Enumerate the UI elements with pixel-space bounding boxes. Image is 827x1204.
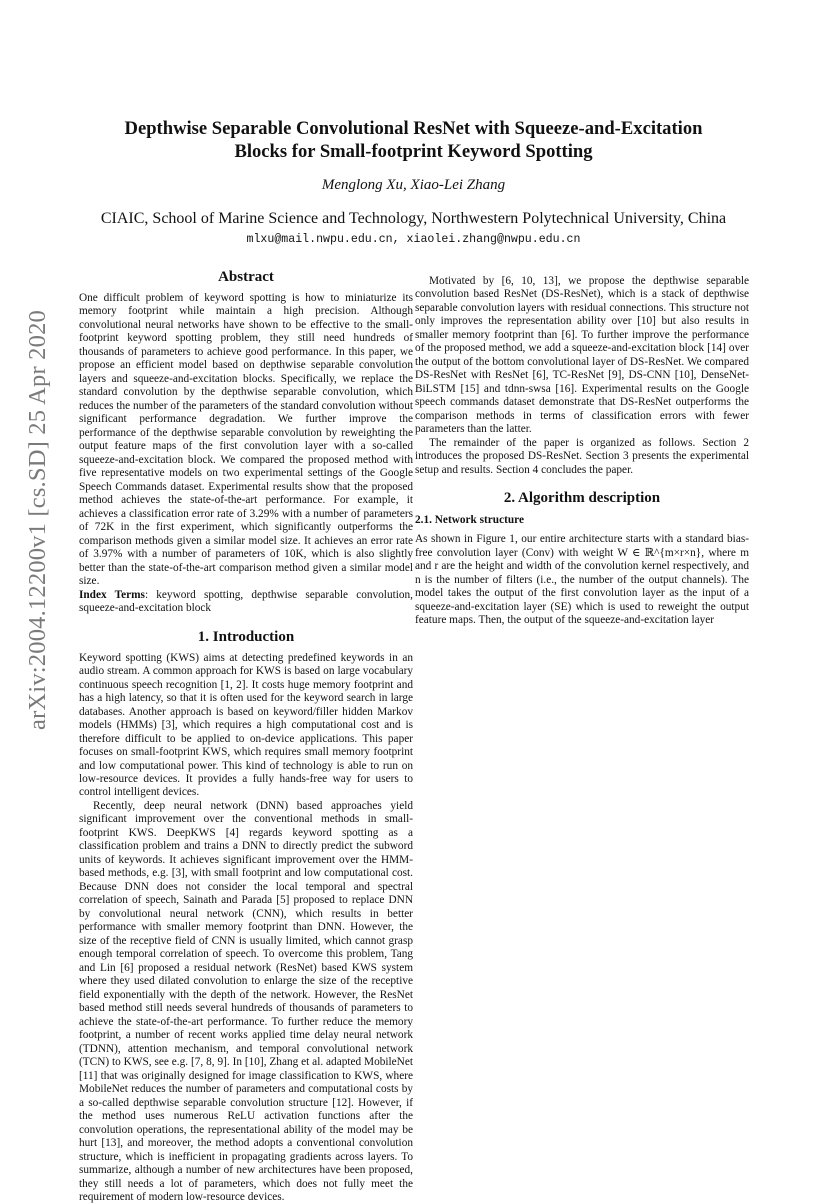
right-column — [415, 275, 749, 628]
arxiv-sidebar — [18, 310, 58, 730]
intro-paragraph-1: Keyword spotting (KWS) aims at detecting predefined keywords in an audio stream. A common approach for KWS is based on large vocabulary continuous speech recognition [1, 2]. It costs huge memory footprint and has a high latency, so that it is often used for the keyword search in large databases. Another approach is based on keyword/filler hidden Markov models (HMMs) [3], which requires a high computational cost and is therefore difficult to be applied to on-device applications. This paper focuses on small-footprint KWS, which requires small memory footprint and low computational power. This kind of technology is able to run on low-resource devices. It provides a fully hands-free way for users to control intelligent devices. — [79, 651, 413, 799]
arxiv-id: arXiv:2004.12200v1 [cs.SD] 25 Apr 2020 — [24, 310, 51, 730]
algo-paragraph-1: As shown in Figure 1, our entire architecture starts with a standard bias-free convolution layer (Conv) with weight W ∈ ℝ^{m×r×n}, where m and r are the height and width of the convolution kernel respectively, and n is the number of filters (i.e., the number of the output channels). The model takes the output of the first convolution layer as the input of a squeeze-and-excitation layer (SE) which is used to reweight the output feature maps. Then, the output of the squeeze-and-excitation layer — [415, 533, 749, 627]
intro-paragraph-2: Recently, deep neural network (DNN) based approaches yield significant improvement over the conventional methods in small-footprint KWS. DeepKWS [4] regards keyword spotting as a classification problem and trains a DNN to directly predict the subword units of keywords. It achieves significant improvement over the HMM-based methods, e.g. [3], with small footprint and low computational cost. Because DNN does not consider the local temporal and spectral correlation of speech, Sainath and Parada [5] proposed to replace DNN by convolutional neural network (CNN), which results in better performance with smaller memory footprint than DNN. However, the size of the receptive field of CNN is usually limited, which cannot grasp enough temporal correlation of speech. To overcome this problem, Tang and Lin [6] proposed a residual network (ResNet) based KWS system where they used dilated convolution to enlarge the size of the receptive field exponentially with the depth of the network. However, the ResNet based method still needs several hundreds of thousands of parameters to achieve the state-of-the-art performance. To further reduce the memory footprint, a number of recent works applied time delay neural network (TDNN), attention mechanism, and temporal convolutional network (TCN) to KWS, see e.g. [7, 8, 9]. In [10], Zhang et al. adapted MobileNet [11] that was originally designed for image classification to KWS, where MobileNet reduces the number of parameters and computational costs by a so-called depthwise separable convolution structure [12]. However, if the method uses numerous ReLU activation functions after the convolution operations, the representational ability of the model may be hurt [13], and moreover, the method adopts a conventional convolution structure, which is inefficient in propagating gradients across layers. To summarize, although a number of new architectures have been proposed, they still needs a lot of parameters, which does not fully meet the requirement of modern low-resource devices. — [79, 799, 413, 1203]
index-terms-label: Index Terms — [79, 588, 145, 601]
intro-heading: 1. Introduction — [197, 628, 295, 645]
intro-paragraph-3: Motivated by [6, 10, 13], we propose the depthwise separable convolution based ResNet (DS-ResNet), which is a stack of depthwise separable convolution layers with residual connections. This structure not only improves the representation ability over [10] but also results in smaller memory footprint than [6]. To further improve the performance of the proposed method, we add a squeeze-and-excitation block [14] over the output of the bottom convolutional layer of DS-ResNet. We compared DS-ResNet with ResNet [6], TC-ResNet [9], DS-CNN [10], DenseNet-BiLSTM [15] and tdnn-swsa [16]. Experimental results on the Google speech commands dataset demonstrate that DS-ResNet outperforms the comparison methods in terms of classification errors with fewer parameters than the latter. — [415, 275, 749, 436]
title-line-2: Blocks for Small-footprint Keyword Spotting — [234, 141, 593, 162]
left-column — [79, 268, 413, 1204]
abstract-text: One difficult problem of keyword spotting is how to miniaturize its memory footprint while maintain a high precision. Although convolutional neural networks have shown to be effective to the small-footprint keyword spotting problem, they still need hundreds of thousands of parameters to achieve good performance. In this paper, we propose an efficient model based on depthwise separable convolution layers and squeeze-and-excitation blocks. Specifically, we replace the standard convolution by the depthwise separable convolution, which reduces the number of the parameters of the standard convolution without significant performance degradation. We further improve the performance of the depthwise separable convolution by reweighting the output feature maps of the first convolution layer with a so-called squeeze-and-excitation block. We compared the proposed method with five representative models on two experimental settings of the Google Speech Commands dataset. Experimental results show that the proposed method achieves the state-of-the-art performance. For example, it achieves a classification error rate of 3.29% with a number of parameters of 72K in the first experiment, which significantly outperforms the comparison methods given a similar model size. It achieves an error rate of 3.97% with a number of parameters of 10K, which is also slightly better than the state-of-the-art comparison method given a similar model size. — [79, 292, 413, 588]
index-terms — [79, 589, 413, 616]
algo-heading: 2. Algorithm description — [503, 490, 661, 507]
title-line-1: Depthwise Separable Convolutional ResNet with Squeeze-and-Excitation — [124, 118, 703, 139]
intro-paragraph-4: The remainder of the paper is organized as follows. Section 2 introduces the proposed DS-ResNet. Section 3 presents the experimental setup and results. Section 4 concludes the paper. — [415, 436, 749, 476]
abstract-heading: Abstract — [218, 269, 274, 285]
subsection-network-structure: 2.1. Network structure — [415, 514, 524, 527]
affiliation: CIAIC, School of Marine Science and Technology, Northwestern Polytechnical University, China — [100, 210, 727, 227]
emails: mlxu@mail.nwpu.edu.cn, xiaolei.zhang@nwpu.edu.cn — [246, 233, 581, 246]
index-terms-text: : keyword spotting, depthwise separable convolution, squeeze-and-excitation block — [79, 588, 413, 615]
authors: Menglong Xu, Xiao-Lei Zhang — [321, 177, 506, 193]
paper-title — [70, 117, 757, 163]
